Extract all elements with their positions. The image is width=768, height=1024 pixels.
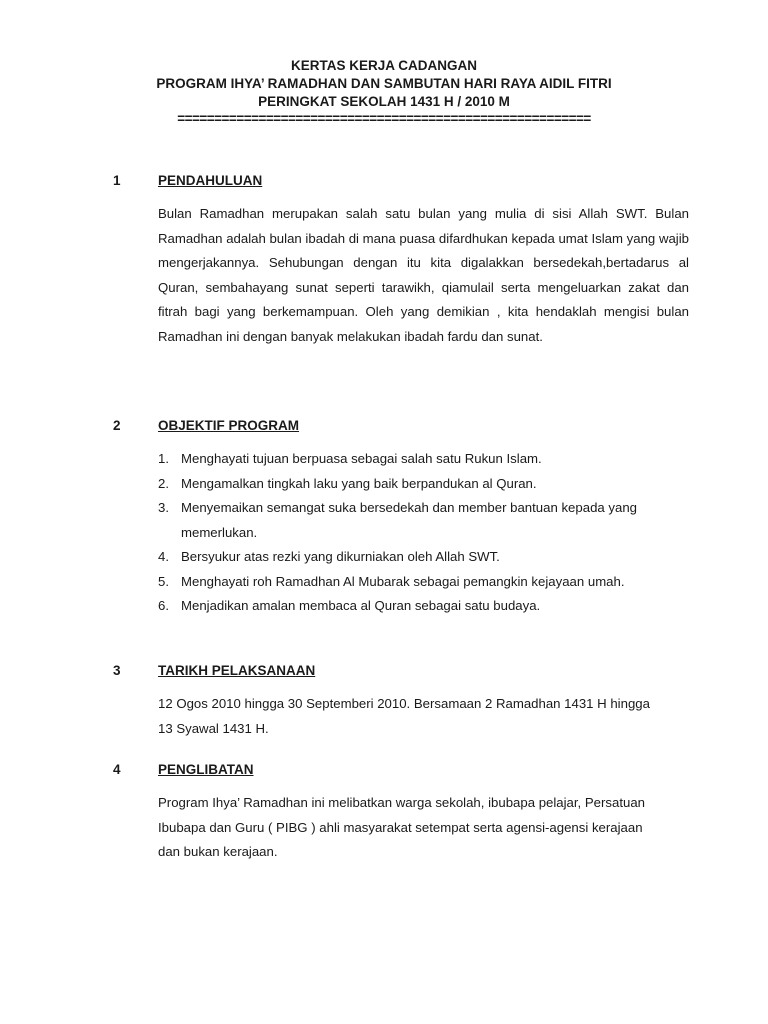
header-rule: ======================================================== — [177, 111, 591, 126]
list-item — [158, 545, 689, 570]
list-item-text: Menghayati roh Ramadhan Al Mubarak sebagai pemangkin kejayaan umah. — [181, 573, 625, 589]
list-item-number: 3. — [158, 500, 169, 515]
paragraph-line: 12 Ogos 2010 hingga 30 Septemberi 2010. Bersamaan 2 Ramadhan 1431 H hingga — [158, 696, 650, 711]
section-title: TARIKH PELAKSANAAN — [158, 663, 316, 678]
list-item-text: Mengamalkan tingkah laku yang baik berpandukan al Quran. — [181, 475, 537, 491]
list-item-number: 4. — [158, 549, 169, 564]
objective-list — [158, 447, 689, 619]
section-number: 3 — [113, 663, 121, 678]
paragraph-line: Ibubapa dan Guru ( PIBG ) ahli masyarakat setempat serta agensi-agensi kerajaan — [158, 819, 643, 835]
list-item-number: 6. — [158, 598, 169, 613]
section-title: OBJEKTIF PROGRAM — [158, 418, 300, 433]
paragraph-line: dan bukan kerajaan. — [158, 844, 278, 859]
section-paragraph — [158, 692, 689, 741]
section-number: 1 — [113, 173, 121, 188]
list-item-text: Menghayati tujuan berpuasa sebagai salah satu Rukun Islam. — [181, 451, 542, 466]
list-item-number: 1. — [158, 451, 169, 466]
section-paragraph: Bulan Ramadhan merupakan salah satu bulan yang mulia di sisi Allah SWT. Bulan Ramadhan adalah bulan ibadah di mana puasa difardhukan kepada umat Islam yang wajib mengerjakannya. Sehubungan dengan itu kita digalakkan bersedekah,bertadarus al Quran, sembahayang sunat seperti tarawikh, qiamulail serta mengeluarkan zakat dan fitrah bagi yang berkemampuan. Oleh yang demikian , kita hendaklah mengisi bulan Ramadhan ini dengan banyak melakukan ibadah fardu dan sunat. — [158, 206, 689, 344]
list-item-text: Menjadikan amalan membaca al Quran sebagai satu budaya. — [181, 598, 541, 613]
document-header — [0, 57, 768, 127]
list-item — [158, 472, 689, 497]
list-item-number: 2. — [158, 475, 169, 491]
section-number: 4 — [113, 762, 121, 777]
list-item-text: Menyemaikan semangat suka bersedekah dan member bantuan kepada yang memerlukan. — [181, 500, 637, 540]
section-title: PENDAHULUAN — [158, 173, 263, 188]
list-item-text: Bersyukur atas rezki yang dikurniakan oleh Allah SWT. — [181, 549, 500, 564]
paragraph-line: 13 Syawal 1431 H. — [158, 720, 269, 736]
paragraph-line: Program Ihya’ Ramadhan ini melibatkan warga sekolah, ibubapa pelajar, Persatuan — [158, 795, 646, 810]
header-level-year: PERINGKAT SEKOLAH 1431 H / 2010 M — [258, 94, 510, 109]
header-title: KERTAS KERJA CADANGAN — [290, 58, 477, 73]
list-item — [158, 594, 689, 619]
section-title: PENGLIBATAN — [158, 762, 254, 777]
section-paragraph — [158, 791, 689, 865]
list-item — [158, 496, 689, 545]
section-number: 2 — [113, 418, 121, 433]
list-item — [158, 570, 689, 595]
list-item-number: 5. — [158, 573, 169, 589]
list-item — [158, 447, 689, 472]
header-program-name: PROGRAM IHYA’ RAMADHAN DAN SAMBUTAN HARI RAYA AIDIL FITRI — [156, 76, 612, 91]
